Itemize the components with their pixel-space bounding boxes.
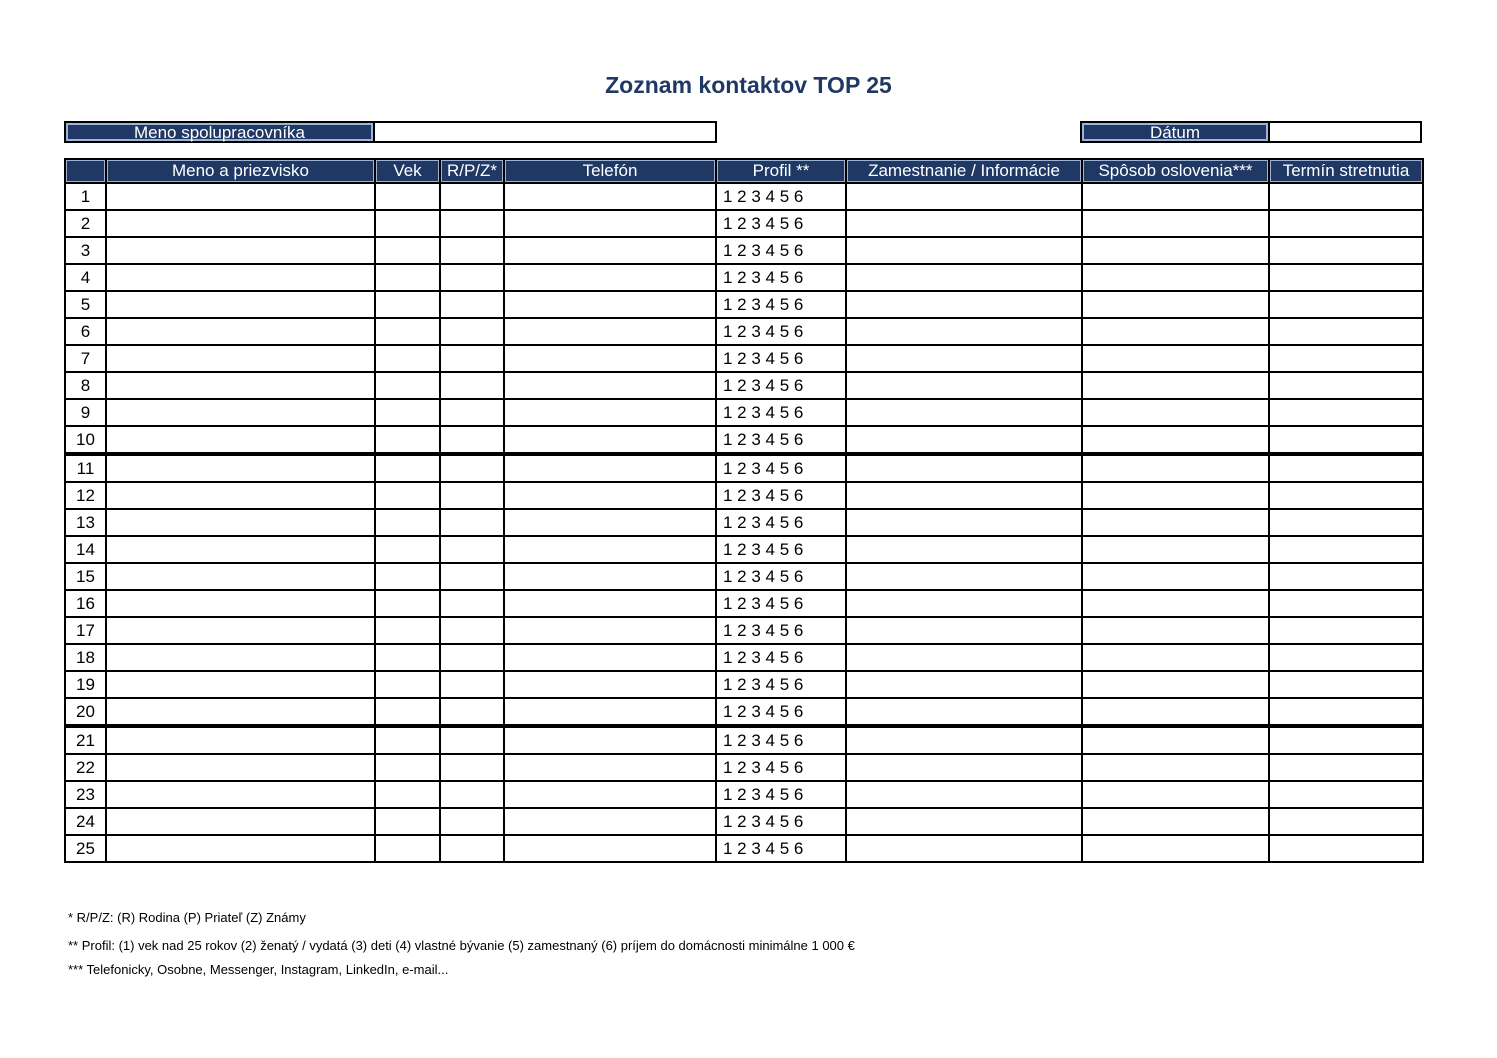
meeting-date-cell[interactable] xyxy=(1269,754,1423,781)
occupation-cell[interactable] xyxy=(846,563,1082,590)
contact-method-cell[interactable] xyxy=(1082,671,1269,698)
meeting-date-cell[interactable] xyxy=(1269,781,1423,808)
rpz-cell[interactable] xyxy=(440,237,504,264)
occupation-cell[interactable] xyxy=(846,835,1082,862)
occupation-cell[interactable] xyxy=(846,210,1082,237)
occupation-cell[interactable] xyxy=(846,291,1082,318)
rpz-cell[interactable] xyxy=(440,183,504,210)
age-cell[interactable] xyxy=(375,590,440,617)
rpz-cell[interactable] xyxy=(440,509,504,536)
rpz-cell[interactable] xyxy=(440,671,504,698)
contact-method-cell[interactable] xyxy=(1082,210,1269,237)
rpz-cell[interactable] xyxy=(440,264,504,291)
table-row xyxy=(65,372,1423,399)
age-cell[interactable] xyxy=(375,754,440,781)
table-row xyxy=(65,399,1423,426)
contact-method-cell[interactable] xyxy=(1082,454,1269,482)
profile-cell[interactable]: 1 2 3 4 5 6 xyxy=(716,426,846,454)
occupation-cell[interactable] xyxy=(846,781,1082,808)
meeting-date-cell[interactable] xyxy=(1269,808,1423,835)
age-cell[interactable] xyxy=(375,210,440,237)
rpz-cell[interactable] xyxy=(440,426,504,454)
occupation-cell[interactable] xyxy=(846,372,1082,399)
age-cell[interactable] xyxy=(375,781,440,808)
name-cell[interactable] xyxy=(106,808,375,835)
rpz-cell[interactable] xyxy=(440,536,504,563)
phone-cell[interactable] xyxy=(504,808,716,835)
row-number: 6 xyxy=(65,318,106,345)
profile-cell[interactable]: 1 2 3 4 5 6 xyxy=(716,808,846,835)
table-row xyxy=(65,698,1423,726)
contact-method-cell[interactable] xyxy=(1082,482,1269,509)
row-number: 15 xyxy=(65,563,106,590)
note-rpz: * R/P/Z: (R) Rodina (P) Priateľ (Z) Známy xyxy=(68,910,306,925)
contact-method-cell[interactable] xyxy=(1082,536,1269,563)
table-row xyxy=(65,536,1423,563)
row-number: 19 xyxy=(65,671,106,698)
row-number: 23 xyxy=(65,781,106,808)
table-row xyxy=(65,237,1423,264)
table-row xyxy=(65,644,1423,671)
contact-method-cell[interactable] xyxy=(1082,237,1269,264)
age-cell[interactable] xyxy=(375,563,440,590)
meeting-date-cell[interactable] xyxy=(1269,291,1423,318)
occupation-cell[interactable] xyxy=(846,264,1082,291)
meeting-date-cell[interactable] xyxy=(1269,671,1423,698)
name-cell[interactable] xyxy=(106,210,375,237)
table-row xyxy=(65,210,1423,237)
name-cell[interactable] xyxy=(106,183,375,210)
occupation-cell[interactable] xyxy=(846,454,1082,482)
meeting-date-cell[interactable] xyxy=(1269,509,1423,536)
profile-cell[interactable]: 1 2 3 4 5 6 xyxy=(716,698,846,726)
phone-cell[interactable] xyxy=(504,426,716,454)
meeting-date-cell[interactable] xyxy=(1269,183,1423,210)
profile-cell[interactable]: 1 2 3 4 5 6 xyxy=(716,210,846,237)
contact-method-cell[interactable] xyxy=(1082,808,1269,835)
table-row xyxy=(65,426,1423,454)
name-cell[interactable] xyxy=(106,726,375,754)
profile-cell[interactable]: 1 2 3 4 5 6 xyxy=(716,590,846,617)
col-contact-method: Spôsob oslovenia*** xyxy=(1082,159,1269,183)
occupation-cell[interactable] xyxy=(846,426,1082,454)
row-number: 13 xyxy=(65,509,106,536)
note-profile: ** Profil: (1) vek nad 25 rokov (2) ženatý / vydatá (3) deti (4) vlastné bývanie (5) zamestnaný (6) príjem do domácnosti minimálne 1 000 € xyxy=(68,938,855,953)
profile-cell[interactable]: 1 2 3 4 5 6 xyxy=(716,563,846,590)
profile-cell[interactable]: 1 2 3 4 5 6 xyxy=(716,291,846,318)
row-number: 22 xyxy=(65,754,106,781)
table-header-row xyxy=(65,159,1423,183)
phone-cell[interactable] xyxy=(504,482,716,509)
rpz-cell[interactable] xyxy=(440,210,504,237)
occupation-cell[interactable] xyxy=(846,590,1082,617)
table-row xyxy=(65,781,1423,808)
phone-cell[interactable] xyxy=(504,617,716,644)
row-number: 16 xyxy=(65,590,106,617)
row-number: 17 xyxy=(65,617,106,644)
profile-cell[interactable]: 1 2 3 4 5 6 xyxy=(716,399,846,426)
occupation-cell[interactable] xyxy=(846,754,1082,781)
name-cell[interactable] xyxy=(106,671,375,698)
date-label: Dátum xyxy=(1080,121,1270,143)
col-occupation: Zamestnanie / Informácie xyxy=(846,159,1082,183)
phone-cell[interactable] xyxy=(504,318,716,345)
row-number: 11 xyxy=(65,454,106,482)
table-row xyxy=(65,509,1423,536)
table-row xyxy=(65,671,1423,698)
occupation-cell[interactable] xyxy=(846,399,1082,426)
rpz-cell[interactable] xyxy=(440,835,504,862)
profile-cell[interactable]: 1 2 3 4 5 6 xyxy=(716,183,846,210)
meeting-date-cell[interactable] xyxy=(1269,563,1423,590)
age-cell[interactable] xyxy=(375,726,440,754)
occupation-cell[interactable] xyxy=(846,237,1082,264)
rpz-cell[interactable] xyxy=(440,372,504,399)
age-cell[interactable] xyxy=(375,808,440,835)
phone-cell[interactable] xyxy=(504,781,716,808)
rpz-cell[interactable] xyxy=(440,563,504,590)
age-cell[interactable] xyxy=(375,698,440,726)
occupation-cell[interactable] xyxy=(846,509,1082,536)
meeting-date-cell[interactable] xyxy=(1269,726,1423,754)
age-cell[interactable] xyxy=(375,509,440,536)
col-age: Vek xyxy=(375,159,440,183)
profile-cell[interactable]: 1 2 3 4 5 6 xyxy=(716,671,846,698)
contact-method-cell[interactable] xyxy=(1082,617,1269,644)
occupation-cell[interactable] xyxy=(846,671,1082,698)
age-cell[interactable] xyxy=(375,291,440,318)
contact-method-cell[interactable] xyxy=(1082,835,1269,862)
occupation-cell[interactable] xyxy=(846,617,1082,644)
meeting-date-cell[interactable] xyxy=(1269,454,1423,482)
occupation-cell[interactable] xyxy=(846,644,1082,671)
occupation-cell[interactable] xyxy=(846,808,1082,835)
profile-cell[interactable]: 1 2 3 4 5 6 xyxy=(716,781,846,808)
name-cell[interactable] xyxy=(106,509,375,536)
row-number: 14 xyxy=(65,536,106,563)
table-row xyxy=(65,754,1423,781)
table-row xyxy=(65,808,1423,835)
col-name: Meno a priezvisko xyxy=(106,159,375,183)
profile-cell[interactable]: 1 2 3 4 5 6 xyxy=(716,754,846,781)
name-cell[interactable] xyxy=(106,781,375,808)
age-cell[interactable] xyxy=(375,671,440,698)
age-cell[interactable] xyxy=(375,617,440,644)
table-row xyxy=(65,264,1423,291)
col-meeting-date: Termín stretnutia xyxy=(1269,159,1423,183)
phone-cell[interactable] xyxy=(504,183,716,210)
name-cell[interactable] xyxy=(106,345,375,372)
age-cell[interactable] xyxy=(375,454,440,482)
page-title: Zoznam kontaktov TOP 25 xyxy=(605,72,892,98)
name-cell[interactable] xyxy=(106,563,375,590)
contact-method-cell[interactable] xyxy=(1082,426,1269,454)
table-row xyxy=(65,482,1423,509)
row-number: 4 xyxy=(65,264,106,291)
occupation-cell[interactable] xyxy=(846,726,1082,754)
phone-cell[interactable] xyxy=(504,754,716,781)
contact-method-cell[interactable] xyxy=(1082,372,1269,399)
name-cell[interactable] xyxy=(106,372,375,399)
row-number: 5 xyxy=(65,291,106,318)
name-cell[interactable] xyxy=(106,399,375,426)
table-row xyxy=(65,726,1423,754)
rpz-cell[interactable] xyxy=(440,399,504,426)
meeting-date-cell[interactable] xyxy=(1269,210,1423,237)
name-cell[interactable] xyxy=(106,617,375,644)
contacts-table xyxy=(64,158,1424,863)
name-cell[interactable] xyxy=(106,644,375,671)
contact-method-cell[interactable] xyxy=(1082,399,1269,426)
row-number: 9 xyxy=(65,399,106,426)
phone-cell[interactable] xyxy=(504,372,716,399)
name-cell[interactable] xyxy=(106,590,375,617)
phone-cell[interactable] xyxy=(504,644,716,671)
rpz-cell[interactable] xyxy=(440,754,504,781)
collaborator-label: Meno spolupracovníka xyxy=(64,121,375,143)
table-row xyxy=(65,835,1423,862)
phone-cell[interactable] xyxy=(504,399,716,426)
row-number: 24 xyxy=(65,808,106,835)
age-cell[interactable] xyxy=(375,482,440,509)
name-cell[interactable] xyxy=(106,536,375,563)
col-rpz: R/P/Z* xyxy=(440,159,504,183)
name-cell[interactable] xyxy=(106,237,375,264)
profile-cell[interactable]: 1 2 3 4 5 6 xyxy=(716,454,846,482)
phone-cell[interactable] xyxy=(504,835,716,862)
age-cell[interactable] xyxy=(375,399,440,426)
age-cell[interactable] xyxy=(375,426,440,454)
rpz-cell[interactable] xyxy=(440,590,504,617)
occupation-cell[interactable] xyxy=(846,318,1082,345)
table-row xyxy=(65,563,1423,590)
meeting-date-cell[interactable] xyxy=(1269,372,1423,399)
profile-cell[interactable]: 1 2 3 4 5 6 xyxy=(716,345,846,372)
row-number: 25 xyxy=(65,835,106,862)
contact-method-cell[interactable] xyxy=(1082,698,1269,726)
phone-cell[interactable] xyxy=(504,590,716,617)
name-cell[interactable] xyxy=(106,698,375,726)
contact-method-cell[interactable] xyxy=(1082,590,1269,617)
row-number: 20 xyxy=(65,698,106,726)
meeting-date-cell[interactable] xyxy=(1269,345,1423,372)
name-cell[interactable] xyxy=(106,454,375,482)
rpz-cell[interactable] xyxy=(440,291,504,318)
row-number: 18 xyxy=(65,644,106,671)
contact-method-cell[interactable] xyxy=(1082,318,1269,345)
profile-cell[interactable]: 1 2 3 4 5 6 xyxy=(716,726,846,754)
rpz-cell[interactable] xyxy=(440,482,504,509)
table-row xyxy=(65,590,1423,617)
collaborator-field[interactable] xyxy=(373,121,717,143)
name-cell[interactable] xyxy=(106,426,375,454)
profile-cell[interactable]: 1 2 3 4 5 6 xyxy=(716,264,846,291)
name-cell[interactable] xyxy=(106,754,375,781)
rpz-cell[interactable] xyxy=(440,644,504,671)
row-number: 21 xyxy=(65,726,106,754)
contact-method-cell[interactable] xyxy=(1082,754,1269,781)
row-number: 1 xyxy=(65,183,106,210)
name-cell[interactable] xyxy=(106,318,375,345)
occupation-cell[interactable] xyxy=(846,698,1082,726)
date-field[interactable] xyxy=(1268,121,1422,143)
row-number: 7 xyxy=(65,345,106,372)
contact-method-cell[interactable] xyxy=(1082,563,1269,590)
rpz-cell[interactable] xyxy=(440,698,504,726)
col-profile: Profil ** xyxy=(716,159,846,183)
age-cell[interactable] xyxy=(375,183,440,210)
row-number: 8 xyxy=(65,372,106,399)
row-number: 2 xyxy=(65,210,106,237)
meeting-date-cell[interactable] xyxy=(1269,482,1423,509)
meeting-date-cell[interactable] xyxy=(1269,536,1423,563)
phone-cell[interactable] xyxy=(504,345,716,372)
rpz-cell[interactable] xyxy=(440,781,504,808)
occupation-cell[interactable] xyxy=(846,482,1082,509)
age-cell[interactable] xyxy=(375,345,440,372)
phone-cell[interactable] xyxy=(504,210,716,237)
table-row xyxy=(65,291,1423,318)
contact-method-cell[interactable] xyxy=(1082,644,1269,671)
col-phone: Telefón xyxy=(504,159,716,183)
contact-method-cell[interactable] xyxy=(1082,781,1269,808)
age-cell[interactable] xyxy=(375,536,440,563)
profile-cell[interactable]: 1 2 3 4 5 6 xyxy=(716,536,846,563)
age-cell[interactable] xyxy=(375,318,440,345)
row-number: 3 xyxy=(65,237,106,264)
rpz-cell[interactable] xyxy=(440,617,504,644)
contact-method-cell[interactable] xyxy=(1082,726,1269,754)
phone-cell[interactable] xyxy=(504,563,716,590)
occupation-cell[interactable] xyxy=(846,345,1082,372)
table-row xyxy=(65,617,1423,644)
table-row xyxy=(65,454,1423,482)
contact-method-cell[interactable] xyxy=(1082,345,1269,372)
meeting-date-cell[interactable] xyxy=(1269,617,1423,644)
phone-cell[interactable] xyxy=(504,726,716,754)
occupation-cell[interactable] xyxy=(846,536,1082,563)
meeting-date-cell[interactable] xyxy=(1269,264,1423,291)
profile-cell[interactable]: 1 2 3 4 5 6 xyxy=(716,237,846,264)
profile-cell[interactable]: 1 2 3 4 5 6 xyxy=(716,318,846,345)
col-number xyxy=(65,159,106,183)
occupation-cell[interactable] xyxy=(846,183,1082,210)
meeting-date-cell[interactable] xyxy=(1269,590,1423,617)
meeting-date-cell[interactable] xyxy=(1269,399,1423,426)
contact-method-cell[interactable] xyxy=(1082,264,1269,291)
age-cell[interactable] xyxy=(375,264,440,291)
table-row xyxy=(65,345,1423,372)
rpz-cell[interactable] xyxy=(440,808,504,835)
profile-cell[interactable]: 1 2 3 4 5 6 xyxy=(716,835,846,862)
profile-cell[interactable]: 1 2 3 4 5 6 xyxy=(716,617,846,644)
note-contact: *** Telefonicky, Osobne, Messenger, Instagram, LinkedIn, e-mail... xyxy=(68,962,449,977)
phone-cell[interactable] xyxy=(504,291,716,318)
meeting-date-cell[interactable] xyxy=(1269,698,1423,726)
rpz-cell[interactable] xyxy=(440,454,504,482)
name-cell[interactable] xyxy=(106,264,375,291)
rpz-cell[interactable] xyxy=(440,726,504,754)
meeting-date-cell[interactable] xyxy=(1269,644,1423,671)
phone-cell[interactable] xyxy=(504,536,716,563)
phone-cell[interactable] xyxy=(504,509,716,536)
phone-cell[interactable] xyxy=(504,698,716,726)
phone-cell[interactable] xyxy=(504,237,716,264)
row-number: 10 xyxy=(65,426,106,454)
rpz-cell[interactable] xyxy=(440,345,504,372)
row-number: 12 xyxy=(65,482,106,509)
age-cell[interactable] xyxy=(375,835,440,862)
profile-cell[interactable]: 1 2 3 4 5 6 xyxy=(716,482,846,509)
contact-method-cell[interactable] xyxy=(1082,509,1269,536)
name-cell[interactable] xyxy=(106,291,375,318)
age-cell[interactable] xyxy=(375,372,440,399)
contact-method-cell[interactable] xyxy=(1082,291,1269,318)
contact-method-cell[interactable] xyxy=(1082,183,1269,210)
rpz-cell[interactable] xyxy=(440,318,504,345)
age-cell[interactable] xyxy=(375,237,440,264)
table-row xyxy=(65,183,1423,210)
profile-cell[interactable]: 1 2 3 4 5 6 xyxy=(716,509,846,536)
name-cell[interactable] xyxy=(106,482,375,509)
profile-cell[interactable]: 1 2 3 4 5 6 xyxy=(716,372,846,399)
phone-cell[interactable] xyxy=(504,454,716,482)
meeting-date-cell[interactable] xyxy=(1269,237,1423,264)
phone-cell[interactable] xyxy=(504,264,716,291)
phone-cell[interactable] xyxy=(504,671,716,698)
age-cell[interactable] xyxy=(375,644,440,671)
table-row xyxy=(65,318,1423,345)
meeting-date-cell[interactable] xyxy=(1269,835,1423,862)
profile-cell[interactable]: 1 2 3 4 5 6 xyxy=(716,644,846,671)
meeting-date-cell[interactable] xyxy=(1269,426,1423,454)
name-cell[interactable] xyxy=(106,835,375,862)
meeting-date-cell[interactable] xyxy=(1269,318,1423,345)
